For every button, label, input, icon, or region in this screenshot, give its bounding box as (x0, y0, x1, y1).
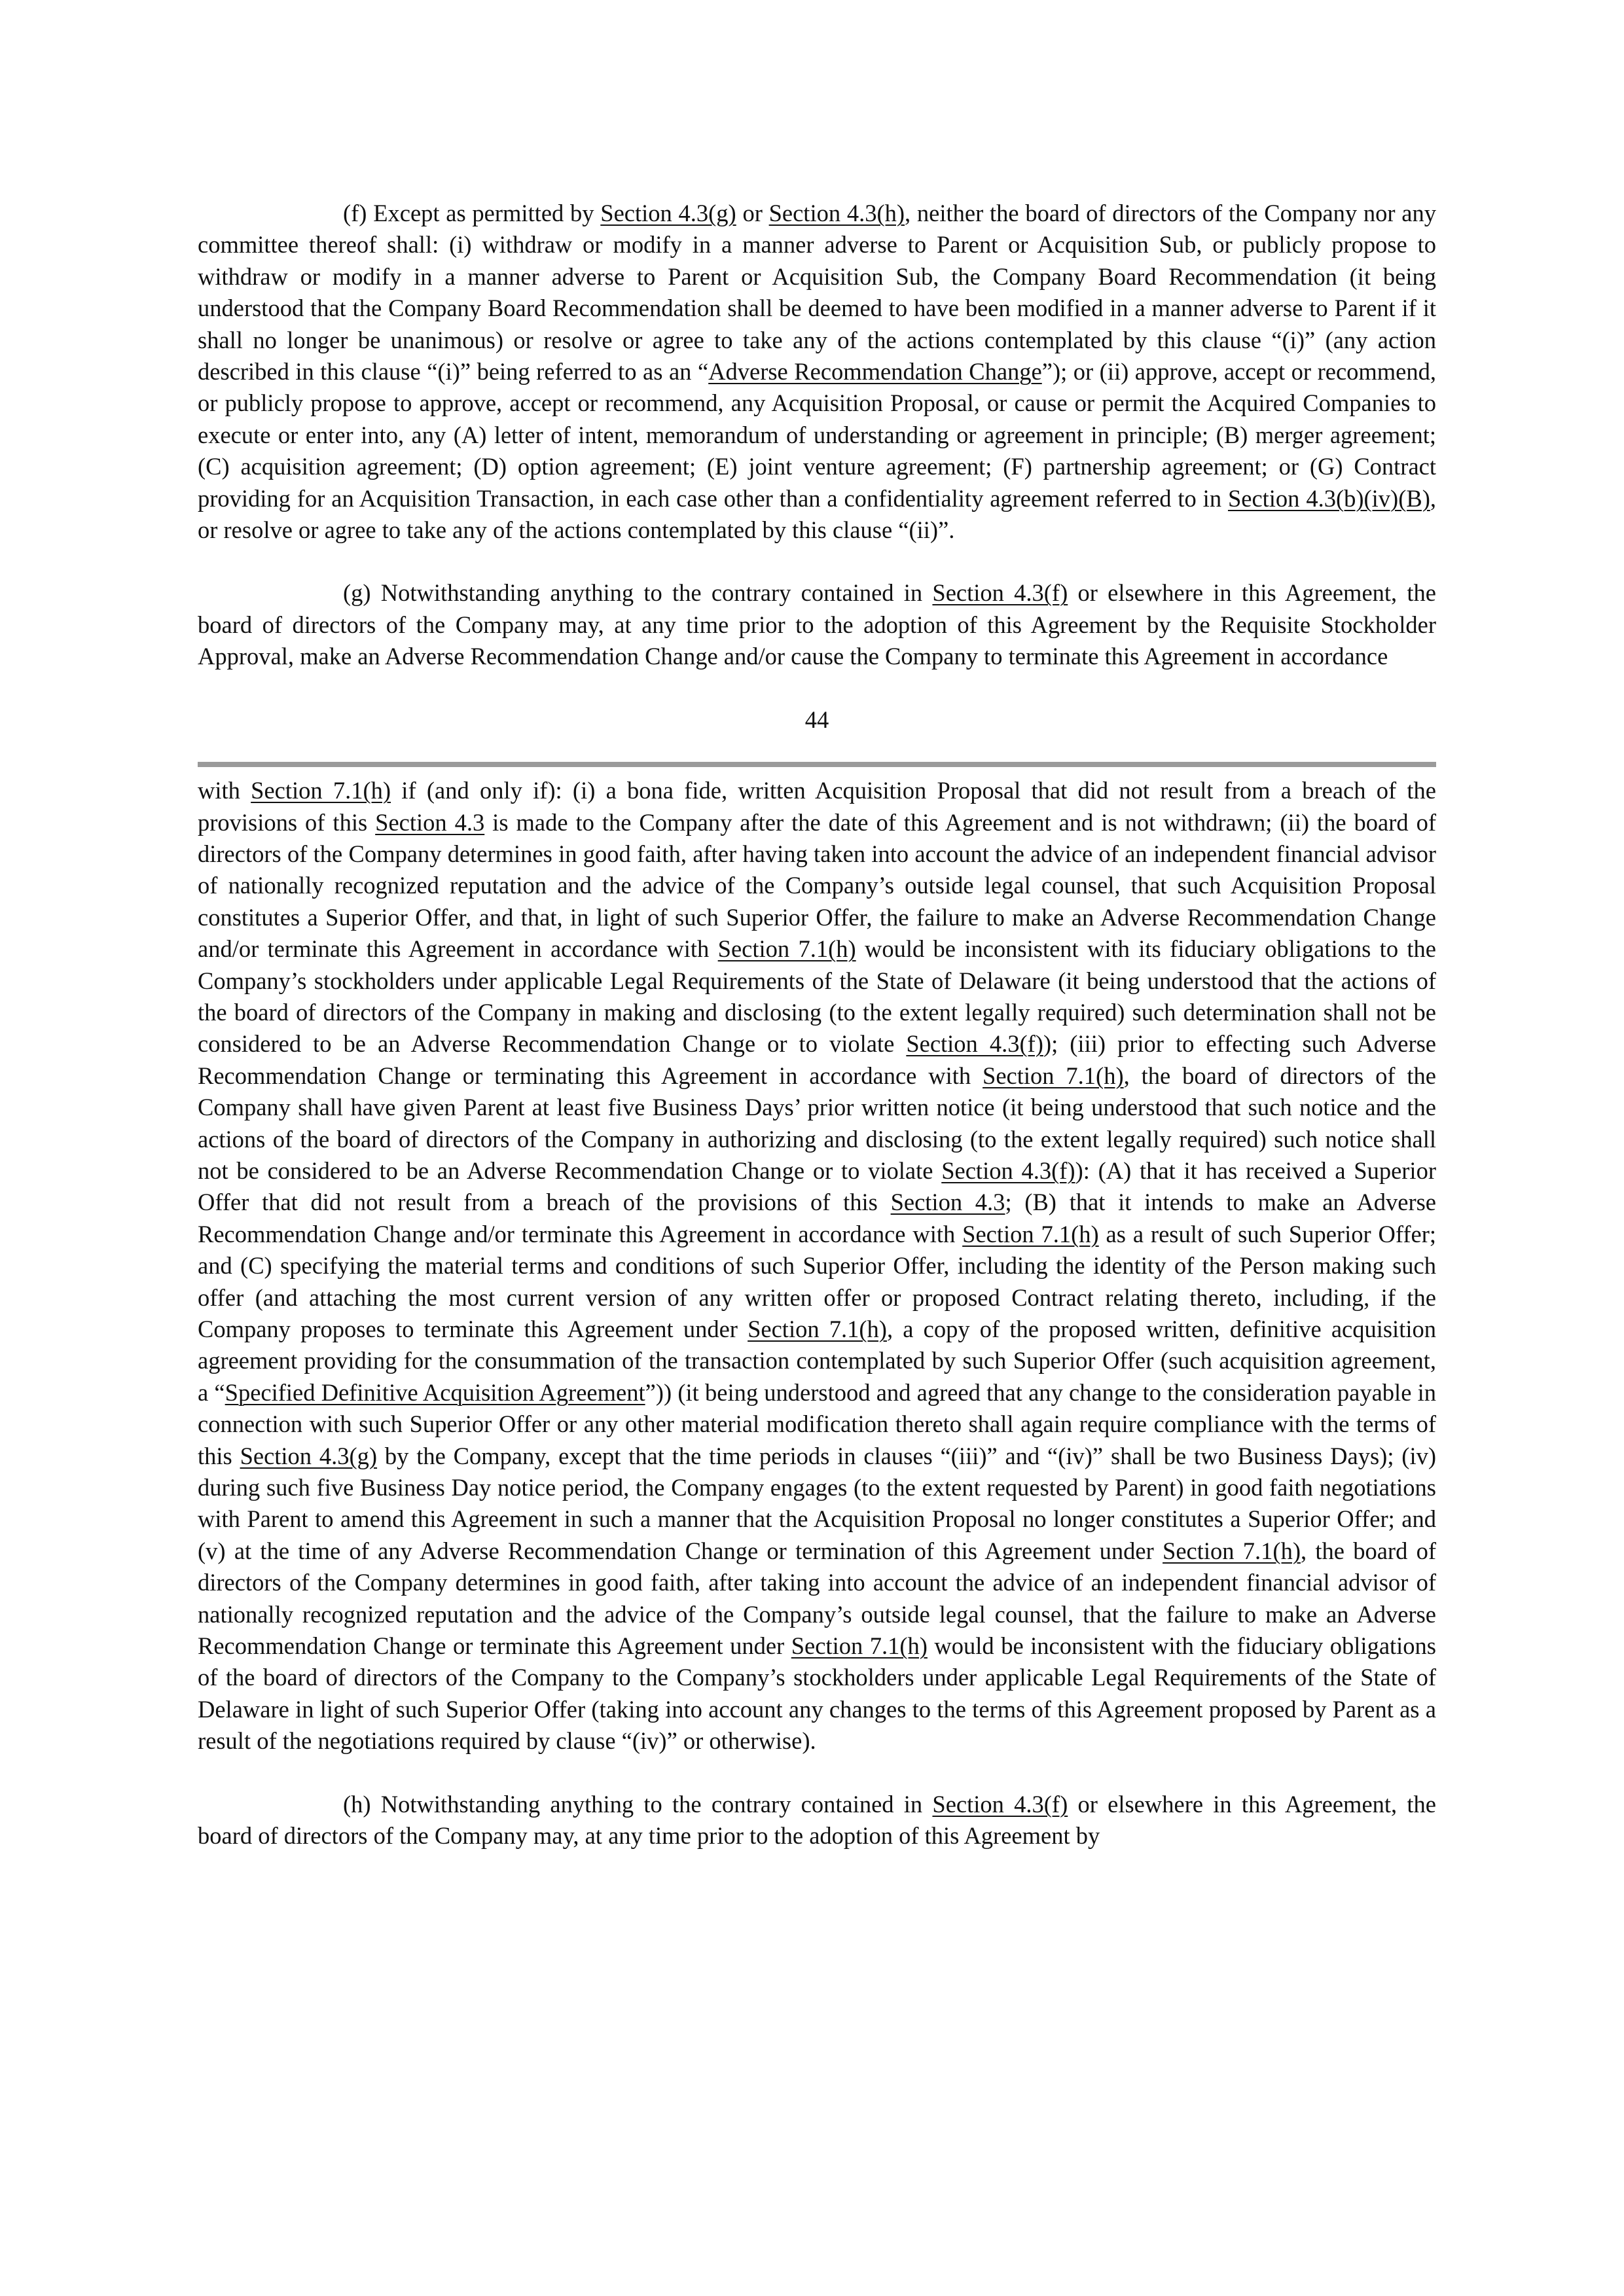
document-body (198, 198, 1436, 1852)
text-run: ”); or (ii) approve, accept or recommend, or publicly propose to approve, accept or recommend, any Acquisition Proposal, or cause or permit the Acquired Companies to execute or enter into, any (A) letter of intent, memorandum of understanding or agreement in principle; (B) merger agreement; (C) acquisition agreement; (D) option agreement; (E) joint venture agreement; (F) partnership agreement; or (G) Contract providing for an Acquisition Transaction, in each case other than a confidentiality agreement referred to in (198, 358, 1436, 512)
section-reference: Section 4.3(b)(iv)(B) (1227, 484, 1430, 512)
section-reference: Section 7.1(h) (717, 935, 856, 963)
text-run: as a result of such Superior Offer; and (C) specifying the material terms and conditions of such Superior Offer, including the identity of the Person making such offer (and attaching the most current version of any written offer or proposed Contract relating thereto, including, if the Company proposes to terminate this Agreement under (198, 1220, 1437, 1342)
section-reference: Section 7.1(h) (791, 1632, 928, 1660)
text-run: (f) Except as permitted by (343, 200, 601, 226)
paragraph-g (198, 577, 1436, 672)
section-reference: Section 4.3(f) (906, 1030, 1043, 1058)
text-run: ): (A) that it has received a Superior Offer that did not result from a breach of the provisions of this (198, 1157, 1436, 1216)
text-run: , the board of directors of the Company determines in good faith, after taking into account the advice of an independent financial advisor of nationally recognized reputation and the advice of the Company’s outside legal counsel, that the failure to make an Adverse Recommendation Change or terminate this Agreement under (198, 1537, 1437, 1660)
text-run: , a copy of the proposed written, definitive acquisition agreement providing for the consummation of the transaction contemplated by such Superior Offer (such acquisition agreement, a “ (198, 1316, 1436, 1406)
section-reference: Section 4.3(g) (240, 1442, 378, 1469)
text-run: ”)) (it being understood and agreed that any change to the consideration payable in connection with such Superior Offer or any other material modification thereto shall again require compliance with the terms of this (198, 1378, 1437, 1469)
text-run: or elsewhere in this Agreement, the board of directors of the Company may, at any time prior to the adoption of this Agreement by the Requisite Stockholder Approval, make an Adverse Recommendation Change and/or cause the Company to terminate this Agreement in accordance (198, 579, 1436, 670)
text-run: (h) Notwithstanding anything to the contrary contained in (343, 1790, 933, 1818)
section-reference: Section 7.1(h) (748, 1316, 887, 1342)
paragraph-g-continued (198, 775, 1436, 1757)
text-run: by the Company, except that the time periods in clauses “(iii)” and “(iv)” shall be two Business Days); (iv) during such five Business Day notice period, the Company engages (to the extent requested by Parent) in good faith negotiations with Parent to amend this Agreement in such a manner that the Acquisition Proposal no longer constitutes a Superior Offer; and (v) at the time of any Adverse Recommendation Change or termination of this Agreement under (198, 1442, 1436, 1564)
section-reference: Section 7.1(h) (983, 1062, 1124, 1089)
section-reference: Section 4.3 (375, 808, 485, 836)
section-reference: Section 4.3(h) (768, 200, 905, 226)
text-run: or elsewhere in this Agreement, the board of directors of the Company may, at any time prior to the adoption of this Agreement by (198, 1790, 1436, 1850)
paragraph-f (198, 198, 1436, 546)
section-reference: Section 4.3(f) (932, 579, 1068, 607)
text-run: would be inconsistent with its fiduciary obligations to the Company’s stockholders under applicable Legal Requirements of the State of Delaware (it being understood that the actions of the board of directors of the Company in making and disclosing (to the extent legally required) such determination shall not be considered to be an Adverse Recommendation Change or to violate (198, 935, 1436, 1058)
text-run: if (and only if): (i) a bona fide, written Acquisition Proposal that did not result from a breach of the provisions of this (198, 777, 1436, 836)
text-run: is made to the Company after the date of this Agreement and is not withdrawn; (ii) the board of directors of the Company determines in good faith, after having taken into account the advice of an independent financial advisor of nationally recognized reputation and the advice of the Company’s outside legal counsel, that such Acquisition Proposal constitutes a Superior Offer, and that, in light of such Superior Offer, the failure to make an Adverse Recommendation Change and/or terminate this Agreement in accordance with (198, 808, 1436, 963)
paragraph-h (198, 1789, 1436, 1852)
page-number: 44 (804, 706, 829, 733)
text-run: or (736, 200, 769, 226)
text-run: ); (iii) prior to effecting such Adverse Recommendation Change or terminating this Agreement in accordance with (198, 1030, 1436, 1089)
section-reference: Section 7.1(h) (1163, 1537, 1301, 1564)
text-run: ; (B) that it intends to make an Adverse Recommendation Change and/or terminate this Agreement in accordance with (198, 1189, 1437, 1247)
defined-term: Specified Definitive Acquisition Agreement (225, 1378, 645, 1406)
section-reference: Section 4.3(f) (941, 1157, 1075, 1184)
section-reference: Section 7.1(h) (251, 777, 391, 804)
text-run: , the board of directors of the Company shall have given Parent at least five Business Days’ prior written notice (it being understood that such notice and the actions of the board of directors of the Company in authorizing and disclosing (to the extent legally required) such notice shall not be considered to be an Adverse Recommendation Change or to violate (198, 1062, 1436, 1184)
text-run: (g) Notwithstanding anything to the contrary contained in (343, 579, 933, 607)
section-reference: Section 4.3(g) (600, 200, 736, 226)
page-break-divider (198, 762, 1436, 767)
section-reference: Section 4.3 (890, 1189, 1005, 1216)
text-run: , neither the board of directors of the Company nor any committee thereof shall: (i) withdraw or modify in a manner adverse to Parent or Acquisition Sub, or publicly propose to withdraw or modify in a manner adverse to Parent or Acquisition Sub, the Company Board Recommendation (it being understood that the Company Board Recommendation shall be deemed to have been modified in a manner adverse to Parent if it shall no longer be unanimous) or resolve or agree to take any of the actions contemplated by this clause “(i)” (any action described in this clause “(i)” being referred to as an “ (198, 200, 1437, 386)
section-reference: Section 4.3(f) (932, 1790, 1068, 1818)
text-run: would be inconsistent with the fiduciary obligations of the board of directors of the Company to the Company’s stockholders under applicable Legal Requirements of the State of Delaware in light of such Superior Offer (taking into account any changes to the terms of this Agreement proposed by Parent as a result of the negotiations required by clause “(iv)” or otherwise). (198, 1632, 1437, 1755)
text-run: , or resolve or agree to take any of the actions contemplated by this clause “(ii)”. (198, 484, 1436, 544)
text-run: with (198, 777, 251, 804)
defined-term: Adverse Recommendation Change (708, 358, 1042, 386)
section-reference: Section 7.1(h) (962, 1220, 1099, 1247)
